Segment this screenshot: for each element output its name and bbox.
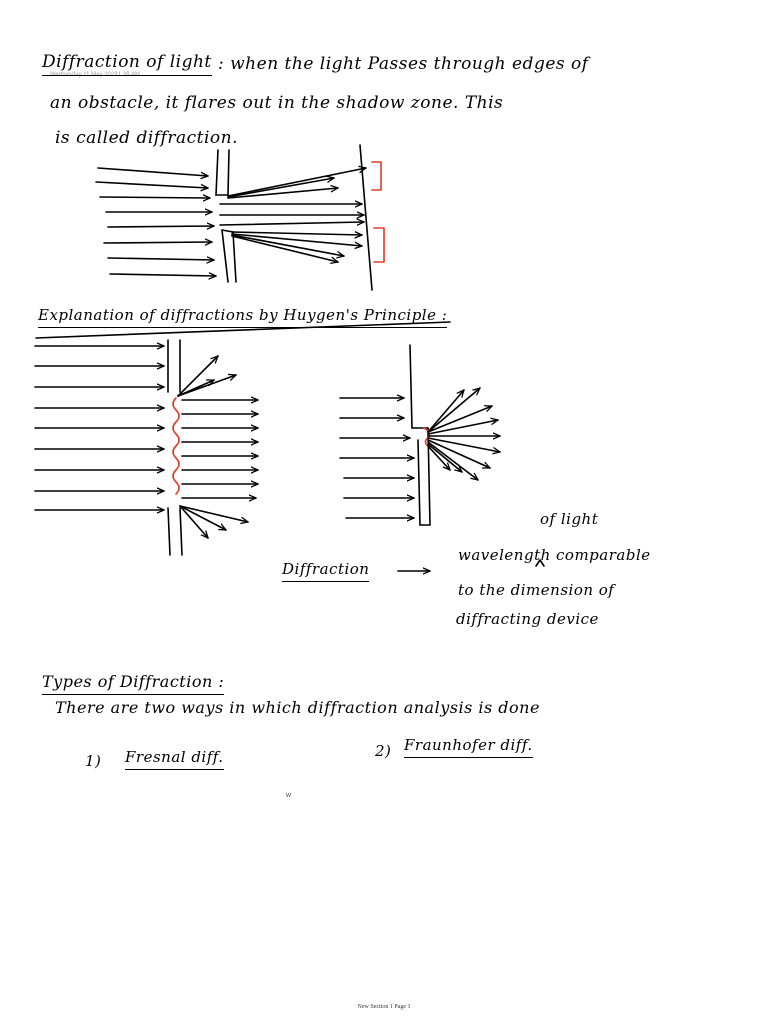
type-2-number: 2) <box>375 742 392 760</box>
definition-line-1: : when the light Passes through edges of <box>218 54 589 74</box>
huygens-slit-diagram <box>35 340 258 555</box>
condition-line-2: to the dimension of <box>458 581 615 599</box>
heading-types-of-diffraction: Types of Diffraction : <box>42 672 224 695</box>
type-1-fresnel: Fresnal diff. <box>125 748 224 770</box>
huygens-edge-diagram <box>340 345 500 525</box>
condition-line-1: wavelength comparable <box>458 546 651 564</box>
condition-of-light: of light <box>540 510 599 528</box>
definition-line-3: is called diffraction. <box>55 128 238 148</box>
heading-diffraction-of-light: Diffraction of light <box>42 52 212 76</box>
page-footer: New Section 1 Page 1 <box>357 1004 411 1010</box>
types-intro-line: There are two ways in which diffraction analysis is done <box>55 698 540 717</box>
condition-line-3: diffracting device <box>456 610 599 628</box>
stray-mark: w <box>286 792 292 799</box>
page-date: Wednesday 11 May 2022 <box>50 72 118 78</box>
slit-diffraction-diagram <box>96 145 384 290</box>
definition-line-2: an obstacle, it flares out in the shadow zone. This <box>50 93 504 113</box>
diffraction-label: Diffraction <box>282 560 369 582</box>
heading-huygens-principle: Explanation of diffractions by Huygen's Principle : <box>38 306 447 328</box>
page-time: 11:38 AM <box>115 72 140 78</box>
type-1-number: 1) <box>85 752 102 770</box>
type-2-fraunhofer: Fraunhofer diff. <box>404 736 533 758</box>
